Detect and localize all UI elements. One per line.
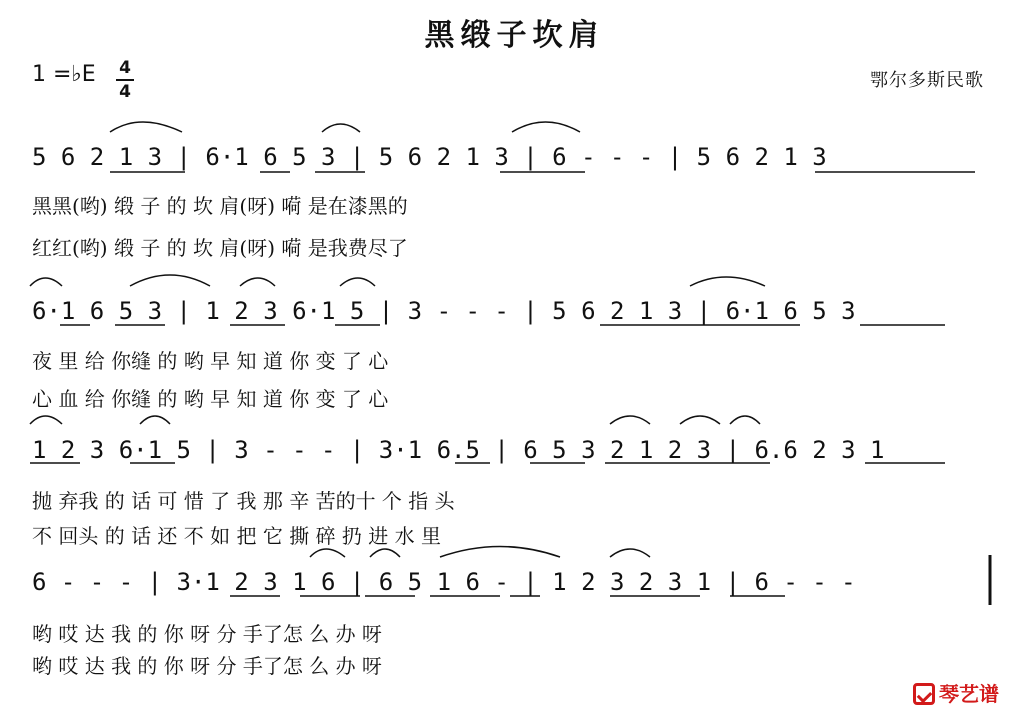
logo-text: 琴艺谱 [939,682,999,706]
lyric-line-3a: 抛 弃我 的 话 可 惜 了 我 那 辛 苦的十 个 指 头 [32,489,455,513]
notation-line-3: 1 2 3 6·1 5 | 3 - - - | 3·1 6.5 | 6 5 3 2 1 2 3 | 6.6 2 3 1 [32,436,885,464]
time-signature-top: 4 [119,58,131,78]
beam-underlines [30,172,975,596]
lyric-line-3b: 不 回头 的 话 还 不 如 把 它 撕 碎 扔 进 水 里 [32,524,442,548]
lyric-line-4a: 哟 哎 达 我 的 你 呀 分 手了怎 么 办 呀 [32,622,382,646]
lyric-line-1a: 黑黑(哟) 缎 子 的 坎 肩(呀) 嗬 是在漆黑的 [32,194,408,218]
lyric-line-1b: 红红(哟) 缎 子 的 坎 肩(呀) 嗬 是我费尽了 [32,236,408,260]
song-source: 鄂尔多斯民歌 [870,70,984,91]
logo-icon [913,683,935,705]
notation-line-4: 6 - - - | 3·1 2 3 1 6 | 6 5 1 6 - | 1 2 3 2 3 1 | 6 - - - [32,568,856,596]
slur-marks [30,122,765,557]
lyric-line-4b: 哟 哎 达 我 的 你 呀 分 手了怎 么 办 呀 [32,654,382,678]
lyric-line-2a: 夜 里 给 你缝 的 哟 早 知 道 你 变 了 心 [32,349,389,373]
lyric-line-2b: 心 血 给 你缝 的 哟 早 知 道 你 变 了 心 [32,387,389,411]
notation-line-2: 6·1 6 5 3 | 1 2 3 6·1 5 | 3 - - - | 5 6 2 1 3 | 6·1 6 5 3 [32,297,856,325]
key-signature: 1 =♭E [32,62,96,87]
time-signature-bottom: 4 [119,82,131,102]
site-logo [913,678,999,707]
song-title: 黑缎子坎肩 [424,18,605,53]
notation-line-1: 5 6 2 1 3 | 6·1 6 5 3 | 5 6 2 1 3 | 6 - - - | 5 6 2 1 3 [32,143,827,171]
